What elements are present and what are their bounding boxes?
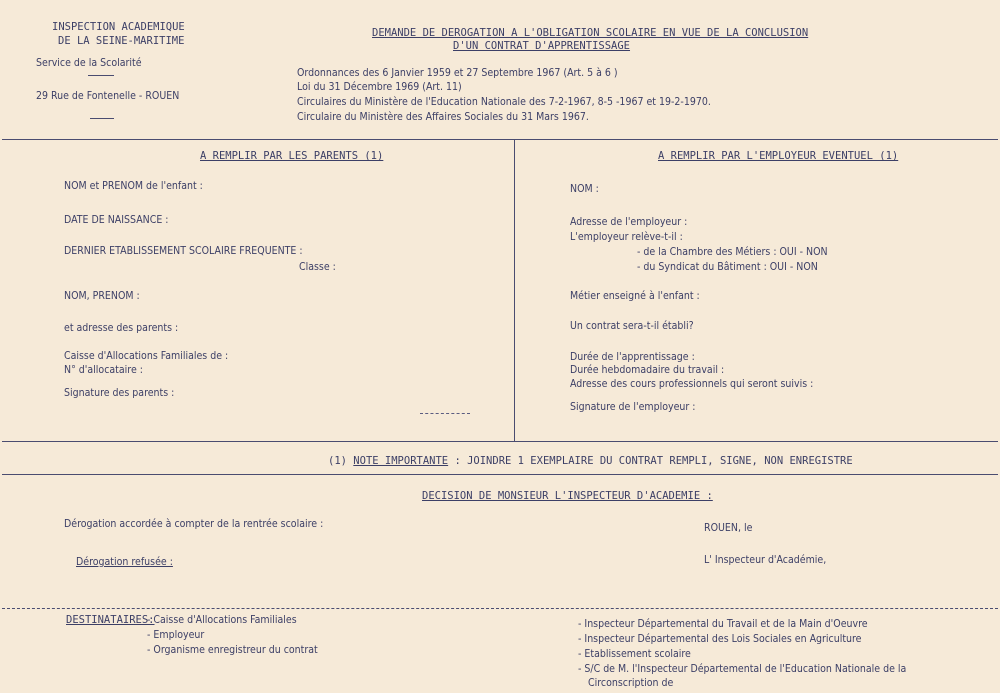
class-label: Classe : [299, 261, 336, 273]
decision-heading: DECISION DE MONSIEUR L'INSPECTEUR D'ACADEMIE : [422, 490, 713, 502]
caf-label: Caisse d'Allocations Familiales de : [64, 350, 229, 362]
allocataire-label: N° d'allocataire : [64, 364, 143, 376]
column-divider [514, 139, 515, 441]
child-name-label: NOM et PRENOM de l'enfant : [64, 180, 203, 192]
legal-ref-2: Loi du 31 Décembre 1969 (Art. 11) [297, 81, 462, 93]
service-address: 29 Rue de Fontenelle - ROUEN [36, 90, 180, 102]
header-rule-1 [88, 75, 114, 76]
recipient-right-5: Circonscription de [588, 677, 674, 689]
recipients-label: DESTINATAIRES: [66, 614, 155, 626]
recipient-left-1: - Caisse d'Allocations Familiales [147, 614, 297, 626]
legal-ref-3: Circulaires du Ministère de l'Education Nationale des 7-2-1967, 8-5 -1967 et 19-2-1970. [297, 96, 711, 108]
place-date-label: ROUEN, le [704, 522, 753, 534]
employer-name-label: NOM : [570, 183, 599, 195]
contrat-question: Un contrat sera-t-il établi? [570, 320, 694, 332]
duree-apprentissage-label: Durée de l'apprentissage : [570, 351, 695, 363]
employer-relieve-label: L'employeur relève-t-il : [570, 231, 683, 243]
birth-date-label: DATE DE NAISSANCE : [64, 214, 169, 226]
derogation-accordee-label: Dérogation accordée à compter de la rentrée scolaire : [64, 518, 324, 530]
recipient-left-2: - Employeur [147, 629, 205, 641]
parents-signature-label: Signature des parents : [64, 387, 175, 399]
parents-heading: A REMPLIR PAR LES PARENTS (1) [200, 150, 384, 162]
employer-heading: A REMPLIR PAR L'EMPLOYEUR EVENTUEL (1) [658, 150, 899, 162]
service-name: Service de la Scolarité [36, 57, 142, 69]
derogation-refusee-label: Dérogation refusée : [76, 556, 173, 568]
recipient-right-2: - Inspecteur Départemental des Lois Sociales en Agriculture [578, 633, 862, 645]
duree-hebdo-label: Durée hebdomadaire du travail : [570, 364, 725, 376]
chambre-metiers-option: - de la Chambre des Métiers : OUI - NON [637, 246, 828, 258]
parents-name-label: NOM, PRENOM : [64, 290, 140, 302]
office-line-2: DE LA SEINE-MARITIME [58, 35, 185, 47]
note-label: NOTE IMPORTANTE [353, 455, 449, 467]
section-separator-note [2, 441, 998, 442]
recipient-left-3: - Organisme enregistreur du contrat [147, 644, 318, 656]
inspecteur-signatory: L' Inspecteur d'Académie, [704, 554, 827, 566]
recipient-right-3: - Etablissement scolaire [578, 648, 691, 660]
office-line-1: INSPECTION ACADEMIQUE [52, 21, 185, 33]
note-prefix: (1) [328, 455, 347, 467]
section-separator-top [2, 139, 998, 140]
last-school-label: DERNIER ETABLISSEMENT SCOLAIRE FREQUENTE : [64, 245, 303, 257]
signature-line [420, 413, 470, 414]
syndicat-batiment-option: - du Syndicat du Bâtiment : OUI - NON [637, 261, 818, 273]
recipient-right-4: - S/C de M. l'Inspecteur Départemental de l'Education Nationale de la [578, 663, 907, 675]
note-text: : JOINDRE 1 EXEMPLAIRE DU CONTRAT REMPLI, SIGNE, NON ENREGISTRE [448, 455, 853, 467]
metier-label: Métier enseigné à l'enfant : [570, 290, 700, 302]
header-rule-2 [90, 118, 114, 119]
form-title-line-2: D'UN CONTRAT D'APPRENTISSAGE [453, 40, 631, 52]
employer-address-label: Adresse de l'employeur : [570, 216, 688, 228]
important-note [328, 455, 853, 467]
parents-address-label: et adresse des parents : [64, 322, 179, 334]
section-separator-decision [2, 474, 998, 475]
cours-address-label: Adresse des cours professionnels qui seront suivis : [570, 378, 814, 390]
form-title-line-1: DEMANDE DE DEROGATION A L'OBLIGATION SCOLAIRE EN VUE DE LA CONCLUSION [372, 27, 809, 39]
employer-signature-label: Signature de l'employeur : [570, 401, 696, 413]
legal-ref-1: Ordonnances des 6 Janvier 1959 et 27 Septembre 1967 (Art. 5 à 6 ) [297, 67, 618, 79]
legal-ref-4: Circulaire du Ministère des Affaires Sociales du 31 Mars 1967. [297, 111, 589, 123]
section-separator-recipients [2, 608, 998, 609]
recipient-right-1: - Inspecteur Départemental du Travail et de la Main d'Oeuvre [578, 618, 868, 630]
